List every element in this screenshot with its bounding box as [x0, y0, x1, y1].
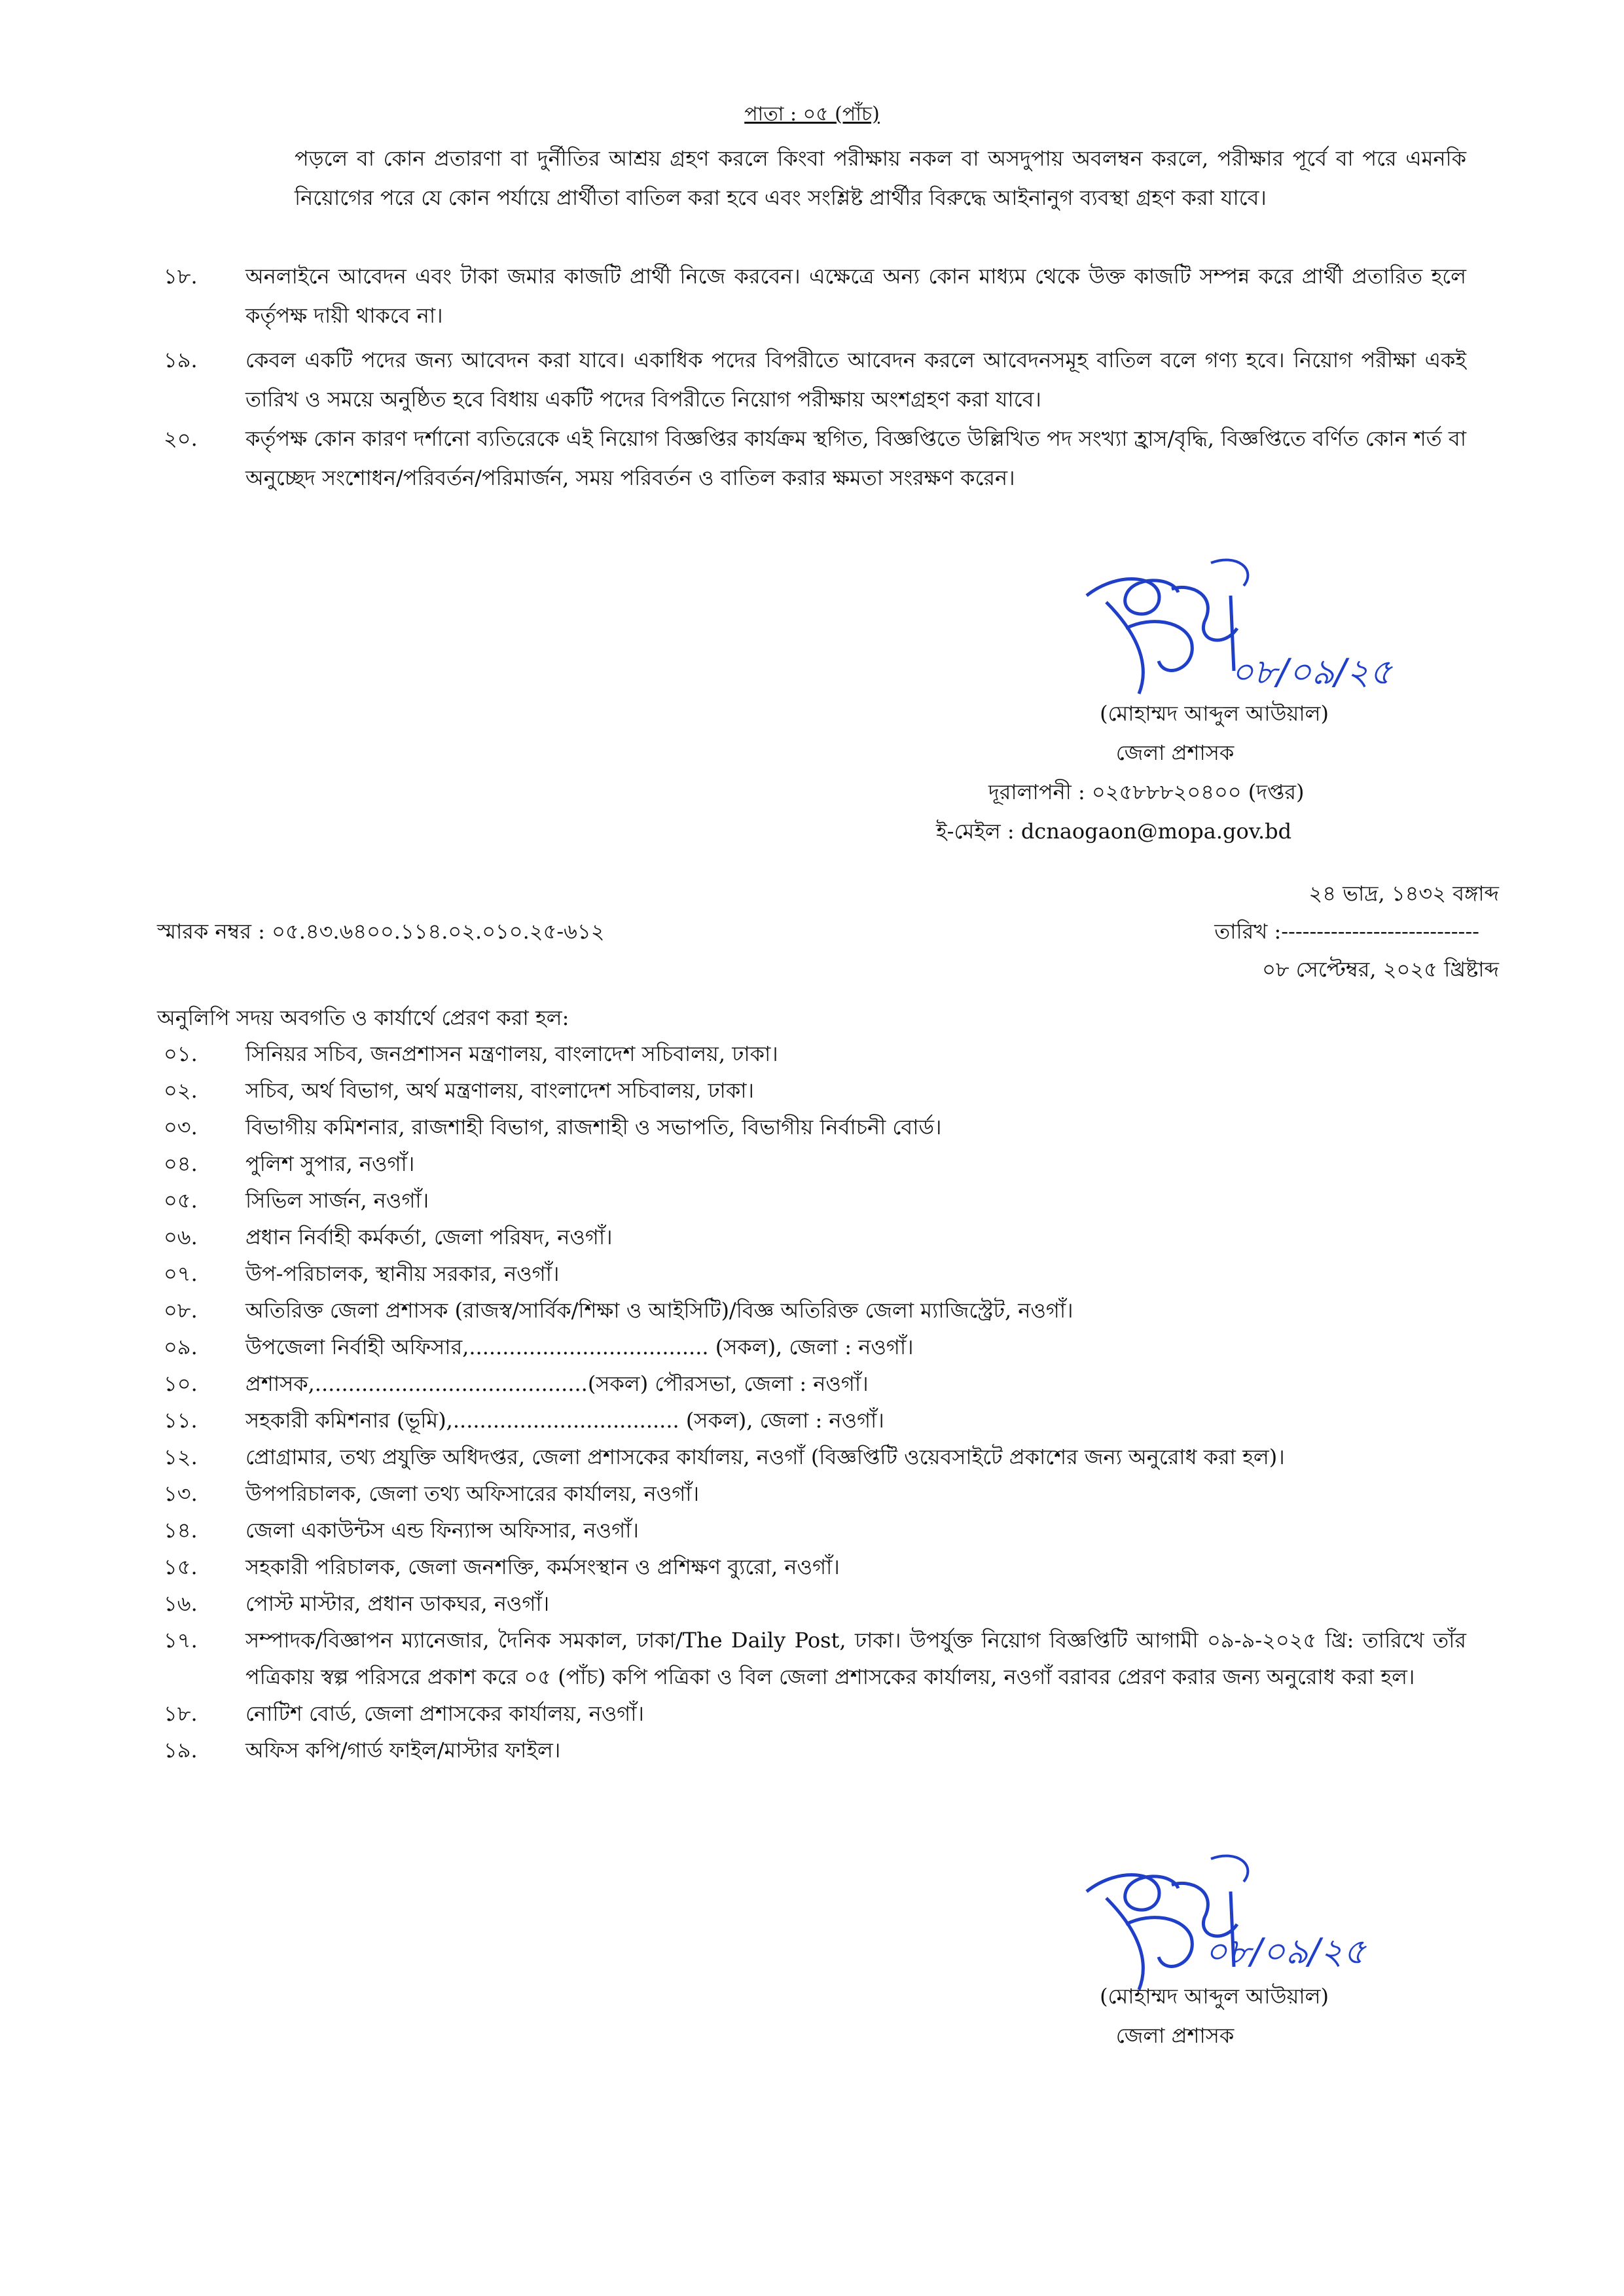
- list-item: [164, 1622, 1466, 1695]
- list-item: [164, 1512, 1466, 1549]
- memo-number: স্মারক নম্বর : ০৫.৪৩.৬৪০০.১১৪.০২.০১০.২৫-৬১২: [157, 919, 605, 944]
- list-text: পুলিশ সুপার, নওগাঁ।: [245, 1151, 415, 1176]
- list-number: ১৭.: [164, 1628, 198, 1653]
- list-number: ১১.: [164, 1408, 198, 1433]
- signatory-designation: জেলা প্রশাসক: [1115, 740, 1235, 765]
- list-text: সিভিল সার্জন, নওগাঁ।: [245, 1188, 429, 1213]
- list-item: [164, 1109, 1466, 1145]
- list-text: প্রোগ্রামার, তথ্য প্রযুক্তি অধিদপ্তর, জেলা প্রশাসকের কার্যালয়, নওগাঁ (বিজ্ঞপ্তিটি ওয়েবসাইটে প্রকাশের জন্য অনুরোধ করা হল)।: [245, 1444, 1285, 1469]
- list-item: [164, 1072, 1466, 1109]
- condition-text: অনলাইনে আবেদন এবং টাকা জমার কাজটি প্রার্থী নিজে করবেন। এক্ষেত্রে অন্য কোন মাধ্যম থেকে উক্ত কাজটি সম্পন্ন করে প্রার্থী প্রতারিত হলে কর্তৃপক্ষ দায়ী থাকবে না।: [245, 264, 1466, 328]
- list-item: [164, 1255, 1466, 1292]
- list-number: ০৪.: [164, 1151, 198, 1176]
- list-item: [164, 1695, 1466, 1732]
- list-item: [164, 1402, 1466, 1439]
- list-text: জেলা একাউন্টস এন্ড ফিন্যান্স অফিসার, নওগাঁ।: [245, 1518, 639, 1543]
- page-number-label: পাতা : ০৫ (পাঁচ): [744, 103, 880, 126]
- condition-number: ১৯.: [164, 348, 198, 372]
- list-number: ০৮.: [164, 1298, 198, 1323]
- list-number: ০৩.: [164, 1115, 198, 1139]
- list-text: নোটিশ বোর্ড, জেলা প্রশাসকের কার্যালয়, নওগাঁ।: [245, 1701, 644, 1726]
- list-item: [164, 1732, 1466, 1768]
- list-text: সহকারী পরিচালক, জেলা জনশক্তি, কর্মসংস্থান ও প্রশিক্ষণ ব্যুরো, নওগাঁ।: [245, 1554, 840, 1579]
- list-item: [164, 1145, 1466, 1182]
- list-number: ১৫.: [164, 1554, 198, 1579]
- list-text: পোস্ট মাস্টার, প্রধান ডাকঘর, নওগাঁ।: [245, 1591, 550, 1616]
- list-item: [164, 1549, 1466, 1585]
- list-text: প্রশাসক,.........................................(সকল) পৌরসভা, জেলা : নওগাঁ।: [245, 1371, 869, 1396]
- list-number: ১৯.: [164, 1738, 198, 1763]
- list-number: ১৪.: [164, 1518, 198, 1543]
- list-text: উপজেলা নির্বাহী অফিসার,.................................... (সকল), জেলা : নওগাঁ।: [245, 1335, 914, 1359]
- cc-list: [164, 1035, 1466, 1768]
- bangla-date: ২৪ ভাদ্র, ১৪৩২ বঙ্গাব্দ: [1308, 881, 1499, 906]
- list-item: [164, 1475, 1466, 1512]
- list-number: ১৩.: [164, 1481, 198, 1506]
- condition-number: ১৮.: [164, 264, 198, 289]
- list-number: ০৭.: [164, 1261, 198, 1286]
- list-text: অতিরিক্ত জেলা প্রশাসক (রাজস্ব/সার্বিক/শিক্ষা ও আইসিটি)/বিজ্ঞ অতিরিক্ত জেলা ম্যাজিস্ট্রেট, নওগাঁ।: [245, 1298, 1074, 1323]
- condition-number: ২০.: [164, 426, 198, 451]
- list-text: সচিব, অর্থ বিভাগ, অর্থ মন্ত্রণালয়, বাংলাদেশ সচিবালয়, ঢাকা।: [245, 1078, 754, 1103]
- list-text: প্রধান নির্বাহী কর্মকর্তা, জেলা পরিষদ, নওগাঁ।: [245, 1225, 613, 1249]
- signature-date: ০৮/০৯/২৫: [1204, 1931, 1366, 1972]
- date-label: তারিখ :----------------------------: [1214, 919, 1479, 944]
- list-text: অফিস কপি/গার্ড ফাইল/মাস্টার ফাইল।: [245, 1738, 561, 1763]
- list-number: ১০.: [164, 1371, 198, 1396]
- signatory-designation: জেলা প্রশাসক: [1115, 2023, 1235, 2048]
- list-number: ১৮.: [164, 1701, 198, 1726]
- signatory-name: (মোহাম্মদ আব্দুল আউয়াল): [1100, 1984, 1329, 2009]
- phone-number: দূরালাপনী : ০২৫৮৮৮২০৪০০ (দপ্তর): [988, 780, 1305, 804]
- list-text: সহকারী কমিশনার (ভূমি),.................................. (সকল), জেলা : নওগাঁ।: [245, 1408, 884, 1433]
- list-item: [164, 1365, 1466, 1402]
- list-text: বিভাগীয় কমিশনার, রাজশাহী বিভাগ, রাজশাহী ও সভাপতি, বিভাগীয় নির্বাচনী বোর্ড।: [245, 1115, 942, 1139]
- signatory-name: (মোহাম্মদ আব্দুল আউয়াল): [1100, 701, 1329, 726]
- list-number: ০৯.: [164, 1335, 198, 1359]
- list-item: [164, 1182, 1466, 1219]
- list-text: সিনিয়র সচিব, জনপ্রশাসন মন্ত্রণালয়, বাংলাদেশ সচিবালয়, ঢাকা।: [245, 1041, 778, 1066]
- condition-text: কর্তৃপক্ষ কোন কারণ দর্শানো ব্যতিরেকে এই নিয়োগ বিজ্ঞপ্তির কার্যক্রম স্থগিত, বিজ্ঞপ্তিতে উল্লিখিত পদ সংখ্যা হ্রাস/বৃদ্ধি, বিজ্ঞপ্তিতে বর্ণিত কোন শর্ত বা অনুচ্ছেদ সংশোধন/পরিবর্তন/পরিমার্জন, সময় পরিবর্তন ও বাতিল করার ক্ষমতা সংরক্ষণ করেন।: [245, 426, 1466, 490]
- list-number: ০৬.: [164, 1225, 198, 1249]
- signature-date: ০৮/০৯/২৫: [1231, 651, 1392, 692]
- list-text: উপপরিচালক, জেলা তথ্য অফিসারের কার্যালয়, নওগাঁ।: [245, 1481, 700, 1506]
- cc-intro: অনুলিপি সদয় অবগতি ও কার্যার্থে প্রেরণ করা হল:: [157, 1005, 569, 1030]
- email-address: ই-মেইল : dcnaogaon@mopa.gov.bd: [936, 819, 1292, 844]
- condition-item: [164, 257, 1466, 335]
- condition-item: [164, 340, 1466, 419]
- list-item: [164, 1585, 1466, 1622]
- list-item: [164, 1292, 1466, 1329]
- list-text: উপ-পরিচালক, স্থানীয় সরকার, নওগাঁ।: [245, 1261, 560, 1286]
- list-number: ০১.: [164, 1041, 198, 1066]
- list-number: ১২.: [164, 1444, 198, 1469]
- condition-text: কেবল একটি পদের জন্য আবেদন করা যাবে। একাধিক পদের বিপরীতে আবেদন করলে আবেদনসমূহ বাতিল বলে গণ্য হবে। নিয়োগ পরীক্ষা একই তারিখ ও সময়ে অনুষ্ঠিত হবে বিধায় একটি পদের বিপরীতে নিয়োগ পরীক্ষায় অংশগ্রহণ করা যাবে।: [245, 348, 1466, 412]
- list-item: [164, 1219, 1466, 1255]
- continuation-paragraph: পড়লে বা কোন প্রতারণা বা দুর্নীতির আশ্রয় গ্রহণ করলে কিংবা পরীক্ষায় নকল বা অসদুপায় অবলম্বন করলে, পরীক্ষার পূর্বে বা পরে এমনকি নিয়োগের পরে যে কোন পর্যায়ে প্রার্থীতা বাতিল করা হবে এবং সংশ্লিষ্ট প্রার্থীর বিরুদ্ধে আইনানুগ ব্যবস্থা গ্রহণ করা যাবে।: [295, 146, 1466, 210]
- list-item: [164, 1035, 1466, 1072]
- list-number: ০২.: [164, 1078, 198, 1103]
- list-item: [164, 1439, 1466, 1475]
- condition-item: [164, 419, 1466, 497]
- list-number: ১৬.: [164, 1591, 198, 1616]
- english-date: ০৮ সেপ্টেম্বর, ২০২৫ খ্রিষ্টাব্দ: [1262, 957, 1499, 982]
- list-text: সম্পাদক/বিজ্ঞাপন ম্যানেজার, দৈনিক সমকাল, ঢাকা/The Daily Post, ঢাকা। উপর্যুক্ত নিয়োগ বিজ্ঞপ্তিটি আগামী ০৯-৯-২০২৫ খ্রি: তারিখে তাঁর পত্রিকায় স্বল্প পরিসরে প্রকাশ করে ০৫ (পাঁচ) কপি পত্রিকা ও বিল জেলা প্রশাসকের কার্যালয়, নওগাঁ বরাবর প্রেরণ করার জন্য অনুরোধ করা হল।: [245, 1628, 1466, 1689]
- list-number: ০৫.: [164, 1188, 198, 1213]
- list-item: [164, 1329, 1466, 1365]
